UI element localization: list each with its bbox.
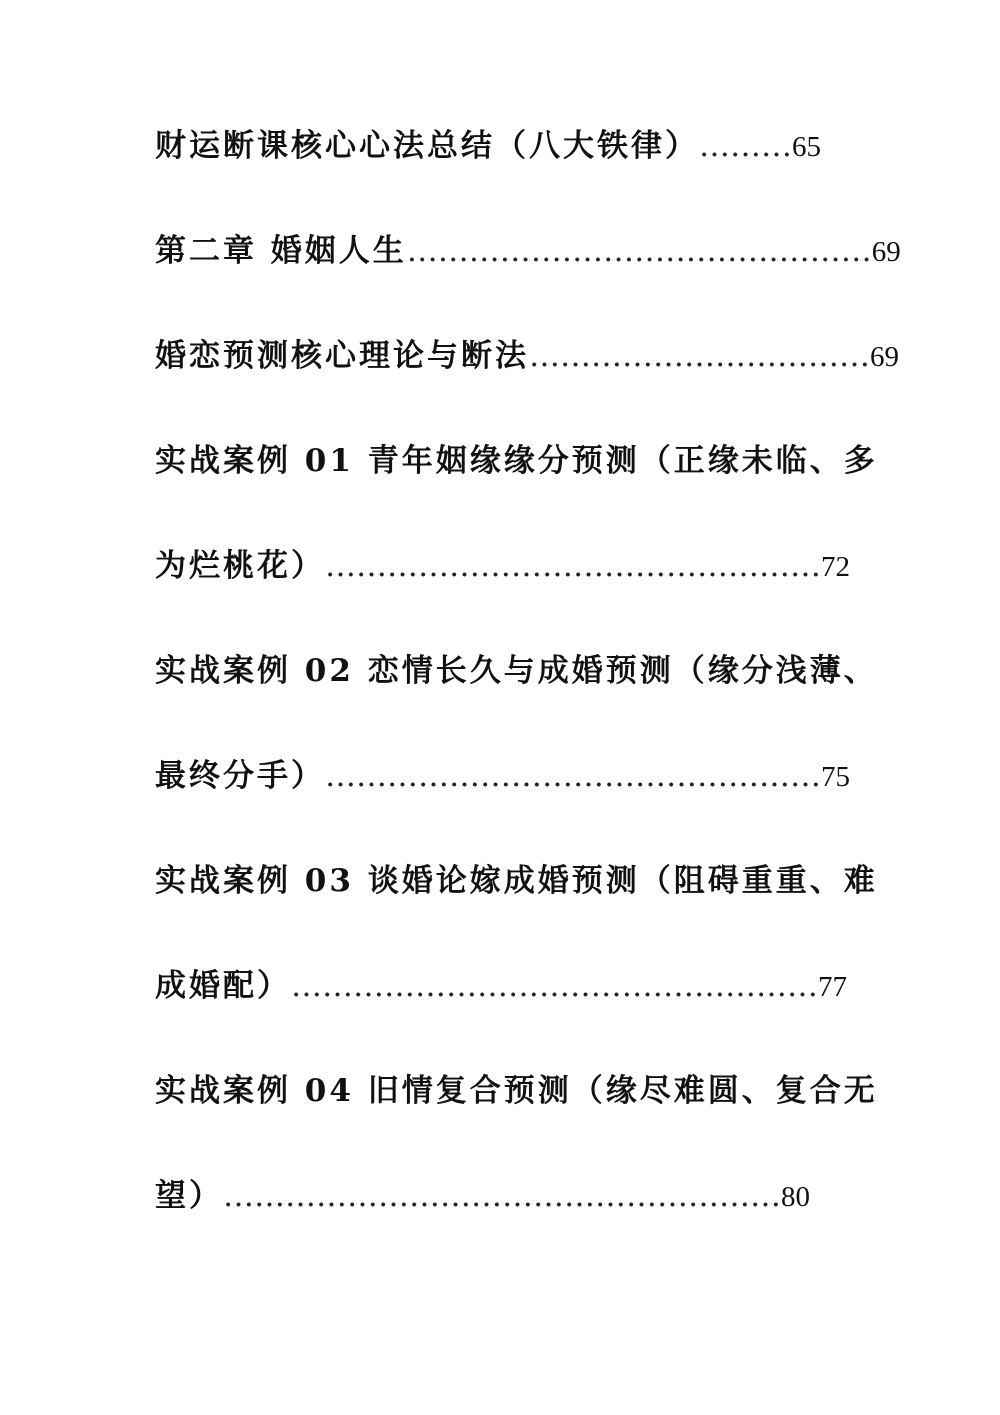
toc-entry-case-01-line-2 (155, 538, 855, 643)
toc-entry-title: 为烂桃花） (155, 548, 325, 584)
toc-entry-case-02-line-2 (155, 748, 855, 853)
toc-entry-title: 实战案例 01 青年姻缘缘分预测（正缘未临、多 (155, 443, 878, 479)
toc-entry-title: 第二章 婚姻人生 (155, 233, 407, 269)
toc-entry-title: 望） (155, 1178, 223, 1214)
toc-page-number: 69 (871, 236, 901, 268)
toc-entry-chapter-two (155, 223, 901, 328)
toc-entry-title: 实战案例 03 谈婚论嫁成婚预测（阻碍重重、难 (155, 863, 878, 899)
toc-entry-title: 实战案例 04 旧情复合预测（缘尽难圆、复合无 (155, 1073, 878, 1109)
table-of-contents (155, 118, 901, 1273)
toc-entry-case-04-line-2 (155, 1168, 855, 1273)
toc-leader-dots: ……………………………………………… (223, 1178, 781, 1214)
toc-page-number: 69 (870, 341, 899, 373)
toc-entry-case-02-line-1 (155, 643, 878, 748)
toc-leader-dots: …………………………… (529, 338, 870, 374)
toc-entry-case-03-line-2 (155, 958, 855, 1063)
toc-page-number: 75 (821, 761, 850, 793)
toc-entry-title: 最终分手） (155, 758, 325, 794)
toc-entry-case-01-line-1 (155, 433, 878, 538)
toc-entry-title: 成婚配） (155, 968, 291, 1004)
toc-page-number: 77 (818, 971, 847, 1003)
toc-page-number: 72 (821, 551, 850, 583)
toc-leader-dots: ……………………………………… (406, 233, 872, 269)
toc-leader-dots: ……… (699, 128, 792, 164)
toc-entry-title: 财运断课核心心法总结（八大铁律） (155, 128, 699, 164)
toc-entry-marriage-theory (155, 328, 899, 433)
toc-entry-case-03-line-1 (155, 853, 878, 958)
toc-leader-dots: …………………………………………… (291, 968, 818, 1004)
toc-entry-title: 婚恋预测核心理论与断法 (155, 338, 529, 374)
toc-entry-wealth-summary (155, 118, 855, 223)
toc-entry-title: 实战案例 02 恋情长久与成婚预测（缘分浅薄、 (155, 653, 878, 689)
toc-page-number: 65 (792, 131, 821, 163)
toc-entry-case-04-line-1 (155, 1063, 878, 1168)
toc-leader-dots: ………………………………………… (325, 758, 821, 794)
toc-page-number: 80 (781, 1181, 810, 1213)
toc-leader-dots: ………………………………………… (325, 548, 821, 584)
